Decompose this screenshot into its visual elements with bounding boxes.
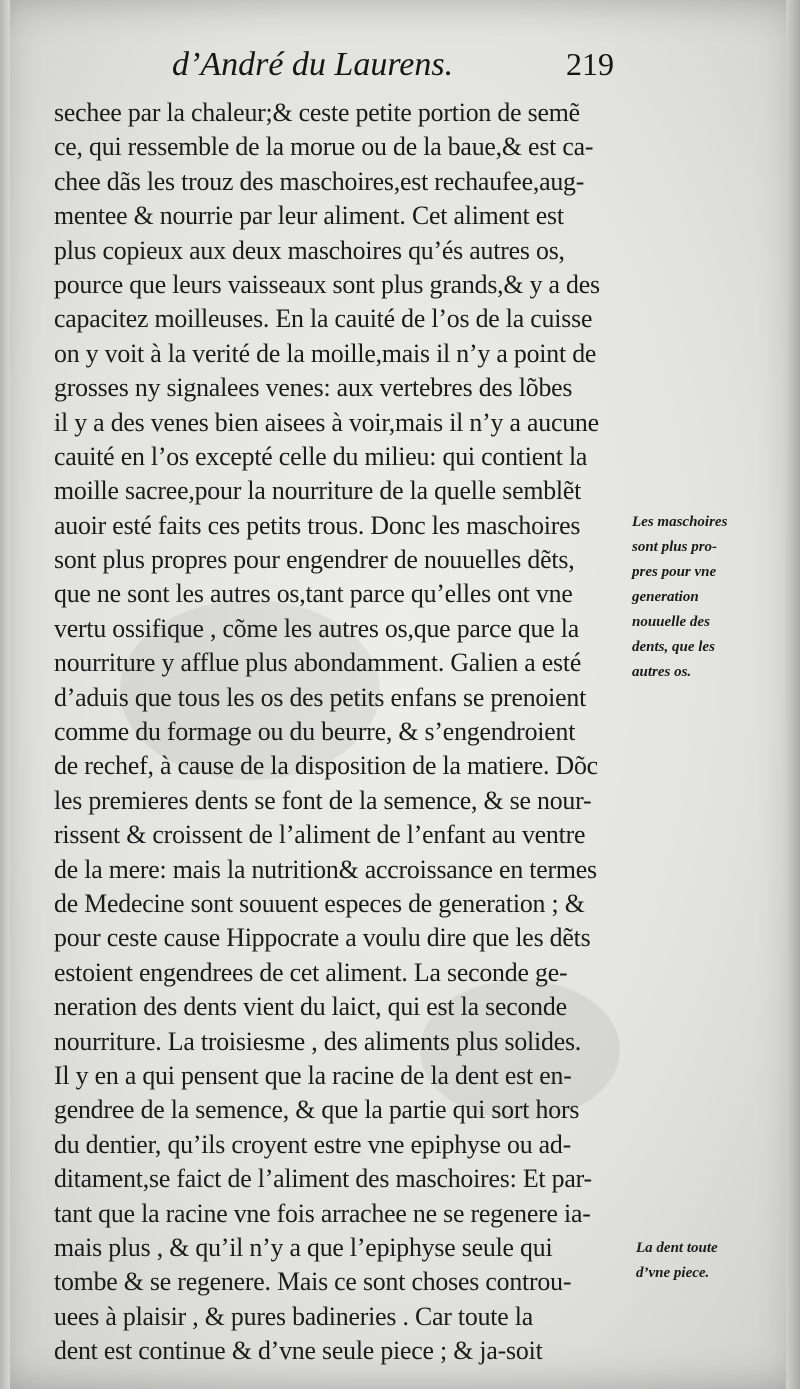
text-line: vertu ossifique , cõme les autres os,que parce que la xyxy=(54,613,580,643)
page-number: 219 xyxy=(566,46,614,82)
text-line: sont plus propres pour engendrer de nouuelles dẽts, xyxy=(54,545,575,575)
margin-note-line: autres os. xyxy=(632,664,692,680)
text-line: rissent & croissent de l’aliment de l’enfant au ventre xyxy=(54,820,586,850)
text-line: du dentier, qu’ils croyent estre vne epiphyse ou ad- xyxy=(54,1129,572,1159)
margin-note-line: pres pour vne xyxy=(632,564,717,580)
body-text xyxy=(54,96,634,1368)
text-line: les premieres dents se font de la semence, & se nour- xyxy=(54,785,592,815)
text-line: comme du formage ou du beurre, & s’engendroient xyxy=(54,717,576,747)
text-line: neration des dents vient du laict, qui est la seconde xyxy=(54,992,567,1022)
text-line: cauité en l’os excepté celle du milieu: qui contient la xyxy=(54,441,588,471)
page-left-edge xyxy=(0,0,10,1389)
text-line: gendree de la semence, & que la partie qui sort hors xyxy=(54,1095,580,1125)
text-line: dent est continue & d’vne seule piece ; & ja-soit xyxy=(54,1336,543,1366)
text-line: grosses ny signalees venes: aux vertebres des lõbes xyxy=(54,373,573,403)
text-line: tombe & se regenere. Mais ce sont choses controu- xyxy=(54,1267,572,1297)
margin-note-maschoires xyxy=(632,510,727,685)
text-line: nourriture y afflue plus abondamment. Galien a esté xyxy=(54,648,582,678)
text-line: ce, qui ressemble de la morue ou de la baue,& est ca- xyxy=(54,132,594,162)
text-line: plus copieux aux deux maschoires qu’és autres os, xyxy=(54,235,565,265)
text-line: que ne sont les autres os,tant parce qu’elles ont vne xyxy=(54,579,573,609)
margin-note-line: dents, que les xyxy=(632,639,715,655)
page-right-edge xyxy=(786,0,800,1389)
text-line: de Medecine sont souuent especes de generation ; & xyxy=(54,888,585,918)
text-line: pource que leurs vaisseaux sont plus grands,& y a des xyxy=(54,269,600,299)
text-line: Il y en a qui pensent que la racine de la dent est en- xyxy=(54,1060,572,1090)
text-line: capacitez moilleuses. En la cauité de l’os de la cuisse xyxy=(54,304,593,334)
text-line: mentee & nourrie par leur aliment. Cet aliment est xyxy=(54,201,564,231)
text-line: nourriture. La troisiesme , des aliments plus solides. xyxy=(54,1026,582,1056)
text-line: sechee par la chaleur;& ceste petite portion de semẽ xyxy=(54,98,580,127)
margin-note-dent xyxy=(636,1236,718,1286)
page-header xyxy=(0,46,800,96)
margin-note-line: generation xyxy=(632,589,699,605)
text-line: il y a des venes bien aisees à voir,mais il n’y a aucune xyxy=(54,407,599,437)
text-line: on y voit à la verité de la moille,mais il n’y a point de xyxy=(54,338,597,368)
margin-note-line: nouuelle des xyxy=(632,614,710,630)
text-line: de rechef, à cause de la disposition de la matiere. Dõc xyxy=(54,751,598,781)
text-line: ditament,se faict de l’aliment des maschoires: Et par- xyxy=(54,1164,592,1194)
running-head: d’André du Laurens. xyxy=(172,46,454,83)
text-line: estoient engendrees de cet aliment. La seconde ge- xyxy=(54,957,568,987)
text-line: tant que la racine vne fois arrachee ne se regenere ia- xyxy=(54,1198,591,1228)
text-line: pour ceste cause Hippocrate a voulu dire que les dẽts xyxy=(54,923,591,953)
text-line: d’aduis que tous les os des petits enfans se prenoient xyxy=(54,682,587,712)
text-line: de la mere: mais la nutrition& accroissance en termes xyxy=(54,854,597,884)
text-line: uees à plaisir , & pures badineries . Car toute la xyxy=(54,1301,534,1331)
text-line: moille sacree,pour la nourriture de la quelle semblẽt xyxy=(54,476,582,506)
margin-note-line: La dent toute xyxy=(636,1240,718,1256)
margin-note-line: Les maschoires xyxy=(632,514,728,530)
margin-note-line: d’vne piece. xyxy=(636,1265,710,1281)
text-line: chee dãs les trouz des maschoires,est rechaufee,aug- xyxy=(54,166,585,196)
margin-note-line: sont plus pro- xyxy=(632,539,718,555)
text-line: mais plus , & qu’il n’y a que l’epiphyse seule qui xyxy=(54,1232,553,1262)
text-line: auoir esté faits ces petits trous. Donc les maschoires xyxy=(54,510,581,540)
